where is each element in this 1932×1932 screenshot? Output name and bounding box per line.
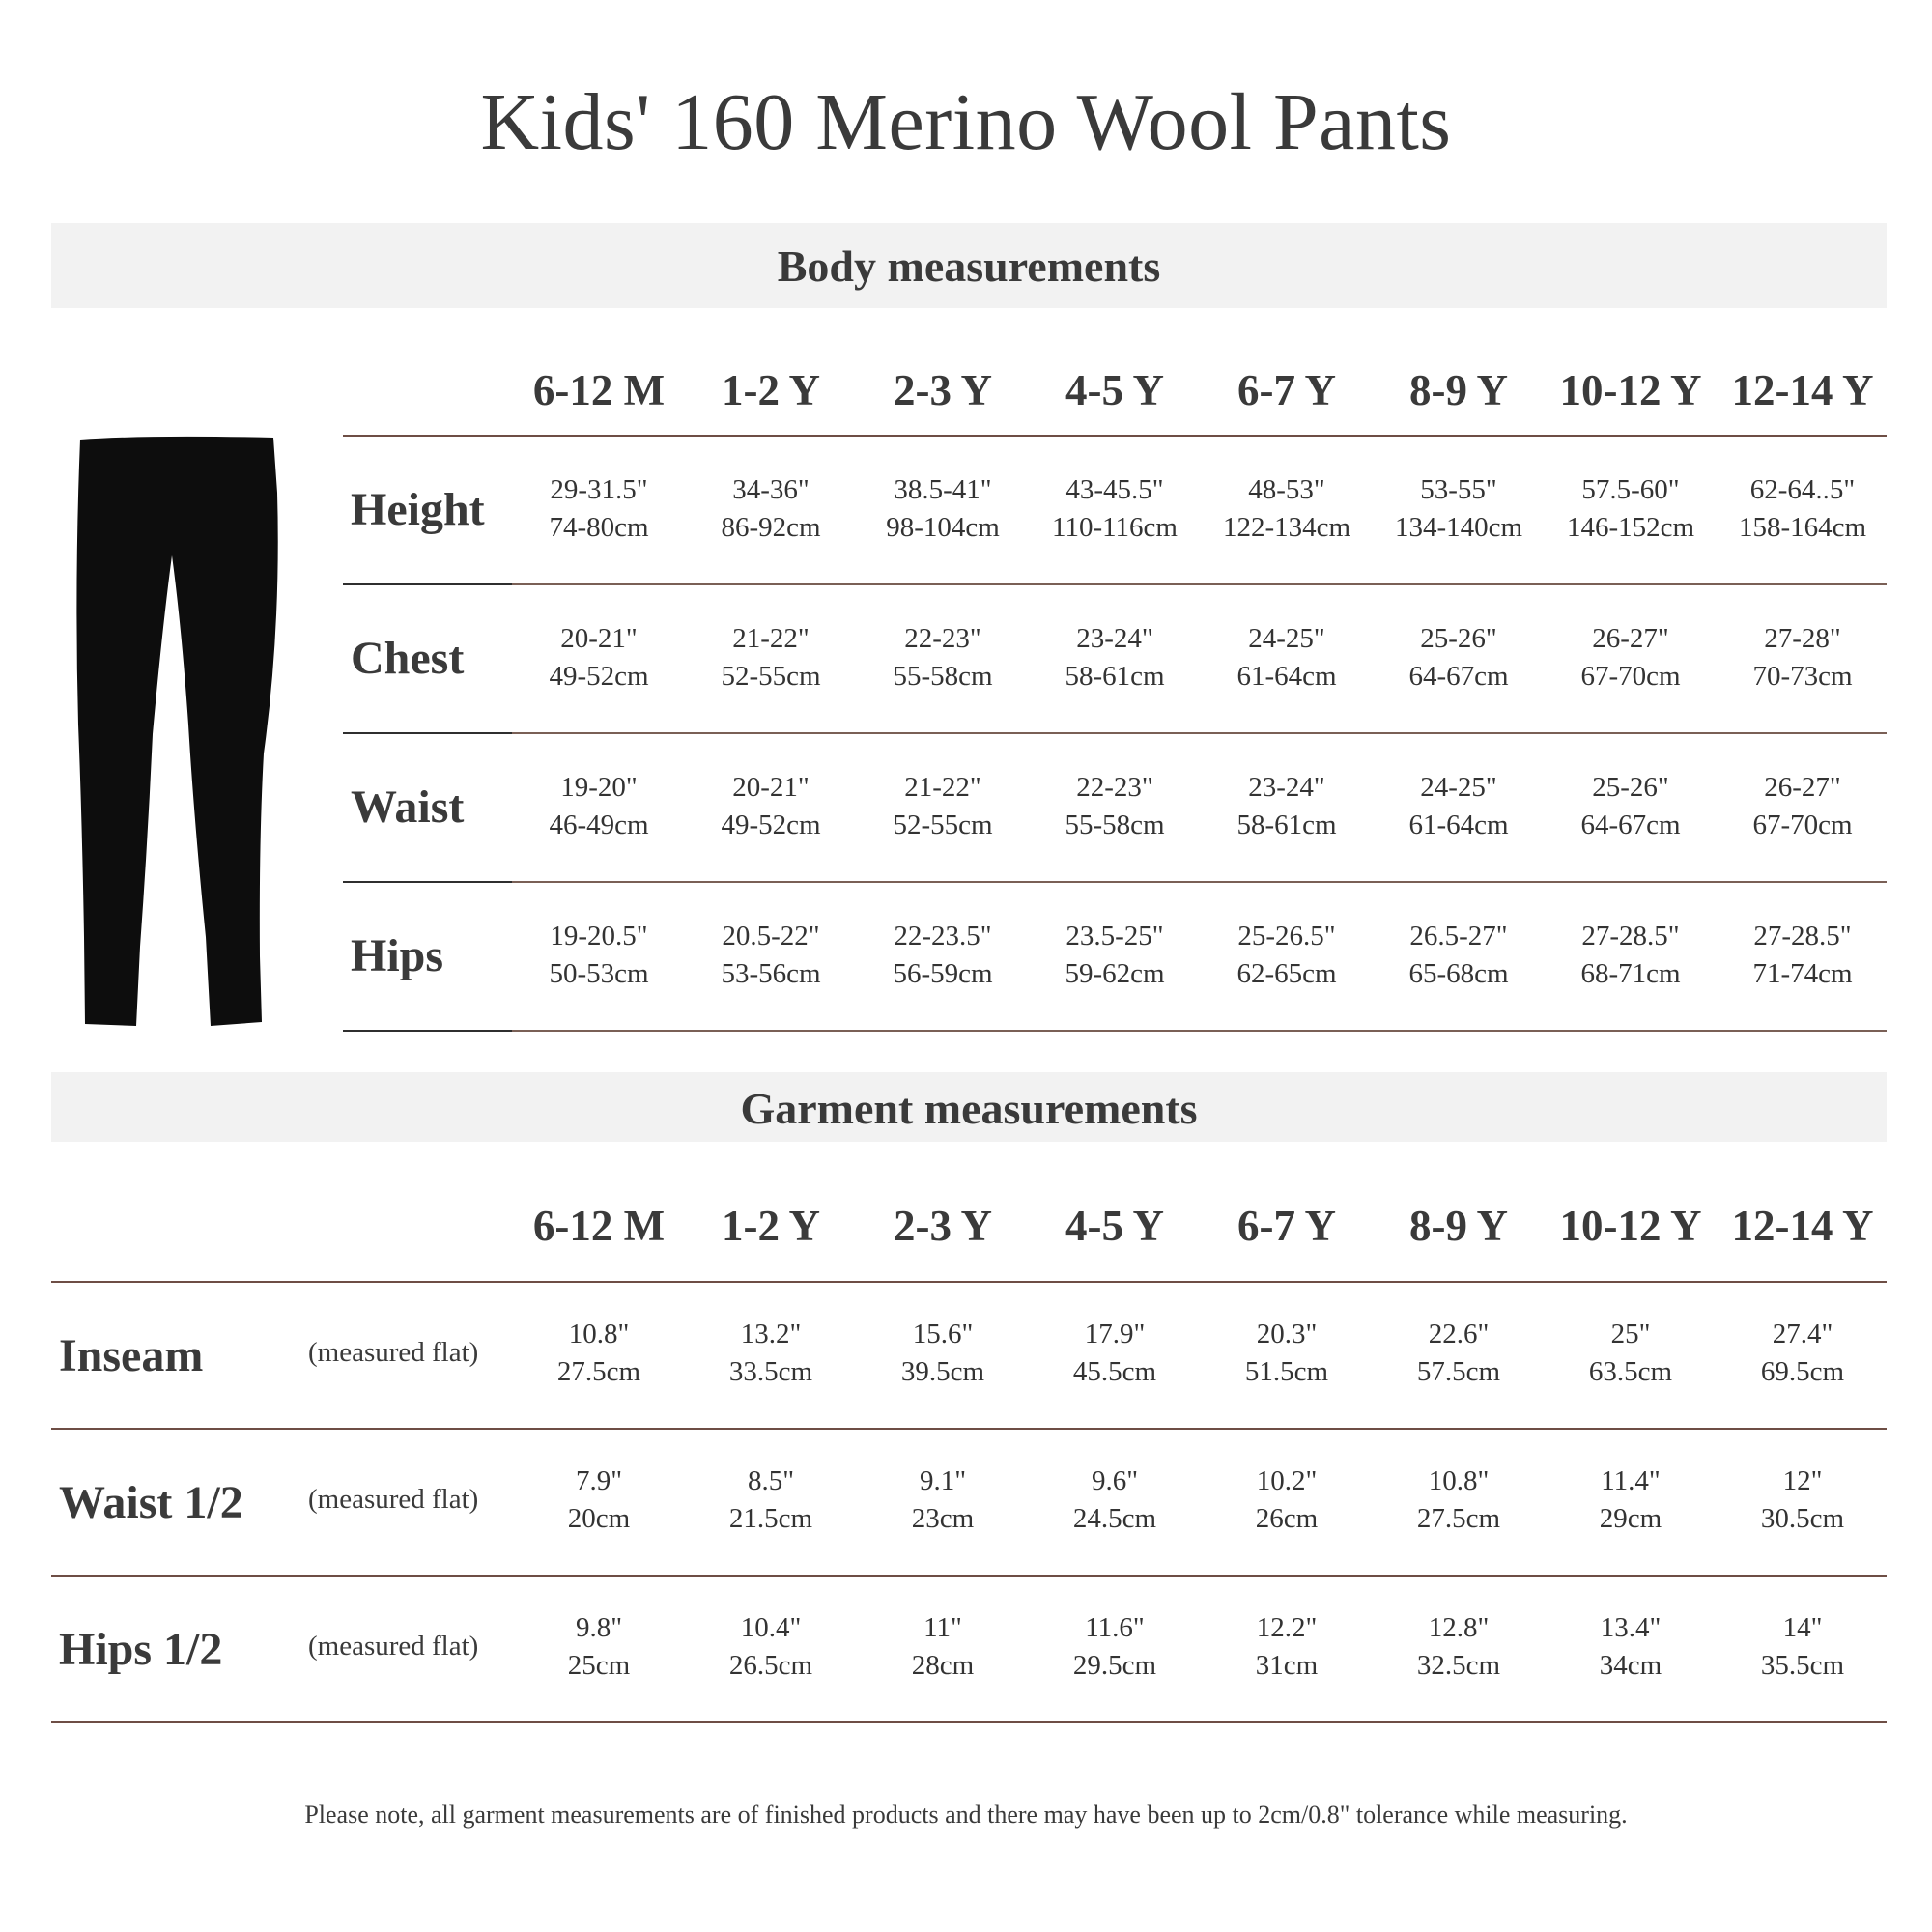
row-label: Chest [351,633,465,684]
row-label: Inseam [59,1330,204,1381]
size-header-garment: 6-12 M [532,1202,666,1250]
value-inches: 15.6" [912,1319,974,1350]
value-inches: 20.3" [1256,1319,1318,1350]
size-header-body: 4-5 Y [1065,366,1165,414]
value-inches: 7.9" [575,1465,623,1496]
table-cell [857,1609,1029,1685]
row-label: Hips 1/2 [59,1624,223,1675]
value-cm: 32.5cm [1416,1650,1501,1681]
size-header-body: 8-9 Y [1408,366,1509,414]
value-inches: 43-45.5" [1065,474,1164,505]
table-cell [1717,1609,1889,1685]
value-cm: 51.5cm [1244,1356,1329,1387]
measured-flat-note: (measured flat) [308,1337,479,1368]
value-inches: 12" [1782,1465,1823,1496]
table-cell [857,1316,1029,1391]
value-cm: 27.5cm [556,1356,641,1387]
value-cm: 26.5cm [728,1650,813,1681]
table-cell [685,471,857,547]
table-cell [1545,1316,1717,1391]
table-cell [685,1609,857,1685]
value-cm: 45.5cm [1072,1356,1157,1387]
value-inches: 8.5" [747,1465,795,1496]
value-cm: 98-104cm [886,512,1000,543]
value-cm: 33.5cm [728,1356,813,1387]
pants-icon [71,435,283,1034]
value-inches: 12.2" [1256,1612,1318,1643]
table-cell [685,1463,857,1538]
value-inches: 9.8" [575,1612,623,1643]
value-cm: 49-52cm [721,810,821,840]
value-cm: 29cm [1599,1503,1662,1534]
value-cm: 68-71cm [1580,958,1681,989]
table-divider [343,1030,1887,1032]
value-inches: 22.6" [1428,1319,1490,1350]
table-cell [857,918,1029,993]
value-cm: 61-64cm [1408,810,1509,840]
table-cell [513,1316,685,1391]
table-divider [51,1428,1887,1430]
value-cm: 110-116cm [1052,512,1178,543]
table-cell [685,769,857,844]
value-inches: 20.5-22" [722,921,820,952]
table-divider [343,435,1887,437]
table-cell [1201,1609,1373,1685]
table-cell [1545,918,1717,993]
value-inches: 12.8" [1428,1612,1490,1643]
value-inches: 34-36" [732,474,810,505]
row-label: Waist [351,781,465,833]
value-inches: 26.5-27" [1409,921,1508,952]
value-cm: 57.5cm [1416,1356,1501,1387]
value-cm: 52-55cm [893,810,993,840]
value-cm: 122-134cm [1222,512,1351,543]
size-header-body: 10-12 Y [1559,366,1702,414]
table-cell [1373,1609,1545,1685]
value-cm: 67-70cm [1580,661,1681,692]
value-cm: 134-140cm [1394,512,1523,543]
table-cell [685,918,857,993]
table-divider [343,732,1887,734]
value-cm: 158-164cm [1738,512,1867,543]
value-inches: 11.6" [1085,1612,1145,1643]
table-cell [1545,620,1717,696]
value-inches: 11" [923,1612,962,1643]
value-inches: 26-27" [1592,623,1669,654]
size-header-garment: 1-2 Y [721,1202,821,1250]
value-inches: 26-27" [1764,772,1841,803]
page-title: Kids' 160 Merino Wool Pants [480,77,1452,167]
tolerance-footnote: Please note, all garment measurements are of finished products and there may have been up to 2cm/0.8" tolerance while measuring. [304,1801,1628,1829]
value-cm: 56-59cm [893,958,993,989]
table-cell [1029,620,1201,696]
value-inches: 25-26" [1420,623,1497,654]
value-inches: 13.4" [1600,1612,1662,1643]
table-cell [1201,620,1373,696]
value-inches: 10.4" [740,1612,802,1643]
value-inches: 9.6" [1091,1465,1139,1496]
value-inches: 19-20" [560,772,638,803]
value-cm: 34cm [1599,1650,1662,1681]
garment-measurements-heading: Garment measurements [51,1072,1887,1142]
table-cell [1373,471,1545,547]
table-cell [513,1609,685,1685]
measured-flat-note: (measured flat) [308,1484,479,1515]
value-inches: 27-28" [1764,623,1841,654]
value-inches: 11.4" [1601,1465,1661,1496]
table-divider [343,881,1887,883]
value-cm: 146-152cm [1566,512,1695,543]
value-cm: 49-52cm [549,661,649,692]
table-divider [51,1721,1887,1723]
value-inches: 62-64..5" [1749,474,1856,505]
table-cell [1029,1316,1201,1391]
value-inches: 48-53" [1248,474,1325,505]
table-cell [513,471,685,547]
body-measurements-heading: Body measurements [51,223,1887,308]
value-cm: 26cm [1255,1503,1319,1534]
size-header-garment: 4-5 Y [1065,1202,1165,1250]
value-inches: 27-28.5" [1753,921,1852,952]
value-cm: 61-64cm [1236,661,1337,692]
measured-flat-note: (measured flat) [308,1631,479,1662]
value-inches: 23-24" [1248,772,1325,803]
row-label: Height [351,484,485,535]
size-header-body: 1-2 Y [721,366,821,414]
value-cm: 46-49cm [549,810,649,840]
value-cm: 71-74cm [1752,958,1853,989]
size-header-body: 2-3 Y [893,366,993,414]
value-inches: 21-22" [904,772,981,803]
table-cell [1373,918,1545,993]
value-cm: 69.5cm [1760,1356,1845,1387]
value-inches: 22-23.5" [894,921,992,952]
table-cell [1545,471,1717,547]
size-header-garment: 2-3 Y [893,1202,993,1250]
value-inches: 24-25" [1420,772,1497,803]
value-inches: 38.5-41" [894,474,992,505]
value-inches: 57.5-60" [1581,474,1680,505]
table-cell [685,1316,857,1391]
size-header-body: 6-12 M [532,366,666,414]
value-cm: 21.5cm [728,1503,813,1534]
table-cell [1373,769,1545,844]
value-cm: 31cm [1255,1650,1319,1681]
value-cm: 64-67cm [1580,810,1681,840]
value-cm: 52-55cm [721,661,821,692]
value-cm: 28cm [911,1650,975,1681]
value-inches: 25" [1610,1319,1651,1350]
value-inches: 24-25" [1248,623,1325,654]
table-cell [1201,1463,1373,1538]
value-inches: 53-55" [1420,474,1497,505]
value-inches: 13.2" [740,1319,802,1350]
value-cm: 24.5cm [1072,1503,1157,1534]
value-inches: 10.8" [1428,1465,1490,1496]
value-cm: 23cm [911,1503,975,1534]
table-cell [1029,471,1201,547]
size-header-body: 6-7 Y [1236,366,1337,414]
value-cm: 67-70cm [1752,810,1853,840]
table-cell [685,620,857,696]
value-inches: 10.2" [1256,1465,1318,1496]
value-cm: 20cm [567,1503,631,1534]
value-cm: 27.5cm [1416,1503,1501,1534]
size-header-garment: 10-12 Y [1559,1202,1702,1250]
table-cell [1373,1316,1545,1391]
table-cell [1201,769,1373,844]
table-cell [1201,471,1373,547]
value-cm: 59-62cm [1065,958,1165,989]
value-cm: 39.5cm [900,1356,985,1387]
table-cell [1201,918,1373,993]
row-label: Waist 1/2 [59,1477,243,1528]
value-inches: 22-23" [1076,772,1153,803]
table-cell [1717,769,1889,844]
value-inches: 25-26.5" [1237,921,1336,952]
value-inches: 21-22" [732,623,810,654]
value-cm: 70-73cm [1752,661,1853,692]
value-cm: 74-80cm [549,512,649,543]
size-header-garment: 8-9 Y [1408,1202,1509,1250]
value-inches: 19-20.5" [550,921,648,952]
value-inches: 20-21" [732,772,810,803]
table-cell [1545,1609,1717,1685]
value-cm: 50-53cm [549,958,649,989]
value-inches: 25-26" [1592,772,1669,803]
table-cell [1373,620,1545,696]
value-cm: 35.5cm [1760,1650,1845,1681]
value-cm: 58-61cm [1065,661,1165,692]
table-cell [857,1463,1029,1538]
value-inches: 27-28.5" [1581,921,1680,952]
size-header-garment: 12-14 Y [1731,1202,1874,1250]
table-divider [51,1575,1887,1577]
value-inches: 10.8" [568,1319,630,1350]
table-cell [1029,1463,1201,1538]
value-inches: 14" [1782,1612,1823,1643]
value-cm: 58-61cm [1236,810,1337,840]
value-cm: 53-56cm [721,958,821,989]
value-cm: 55-58cm [893,661,993,692]
size-header-body: 12-14 Y [1731,366,1874,414]
table-cell [857,620,1029,696]
value-inches: 29-31.5" [550,474,648,505]
table-cell [1545,1463,1717,1538]
table-cell [857,471,1029,547]
size-header-garment: 6-7 Y [1236,1202,1337,1250]
table-cell [1029,1609,1201,1685]
table-cell [1717,471,1889,547]
value-inches: 23.5-25" [1065,921,1164,952]
value-cm: 25cm [567,1650,631,1681]
value-cm: 65-68cm [1408,958,1509,989]
table-cell [513,769,685,844]
table-divider [51,1281,1887,1283]
table-cell [513,1463,685,1538]
value-cm: 86-92cm [721,512,821,543]
value-cm: 63.5cm [1588,1356,1673,1387]
table-cell [1717,1463,1889,1538]
value-inches: 17.9" [1084,1319,1146,1350]
table-cell [1717,1316,1889,1391]
row-label: Hips [351,930,444,981]
value-inches: 9.1" [919,1465,967,1496]
table-cell [1717,620,1889,696]
value-cm: 64-67cm [1408,661,1509,692]
value-cm: 55-58cm [1065,810,1165,840]
table-divider [343,583,1887,585]
table-cell [857,769,1029,844]
table-cell [1545,769,1717,844]
table-cell [1717,918,1889,993]
table-cell [1029,769,1201,844]
table-cell [1373,1463,1545,1538]
value-cm: 29.5cm [1072,1650,1157,1681]
value-cm: 30.5cm [1760,1503,1845,1534]
table-cell [513,918,685,993]
value-inches: 20-21" [560,623,638,654]
value-inches: 22-23" [904,623,981,654]
value-cm: 62-65cm [1236,958,1337,989]
table-cell [1201,1316,1373,1391]
table-cell [513,620,685,696]
value-inches: 27.4" [1772,1319,1833,1350]
table-cell [1029,918,1201,993]
value-inches: 23-24" [1076,623,1153,654]
